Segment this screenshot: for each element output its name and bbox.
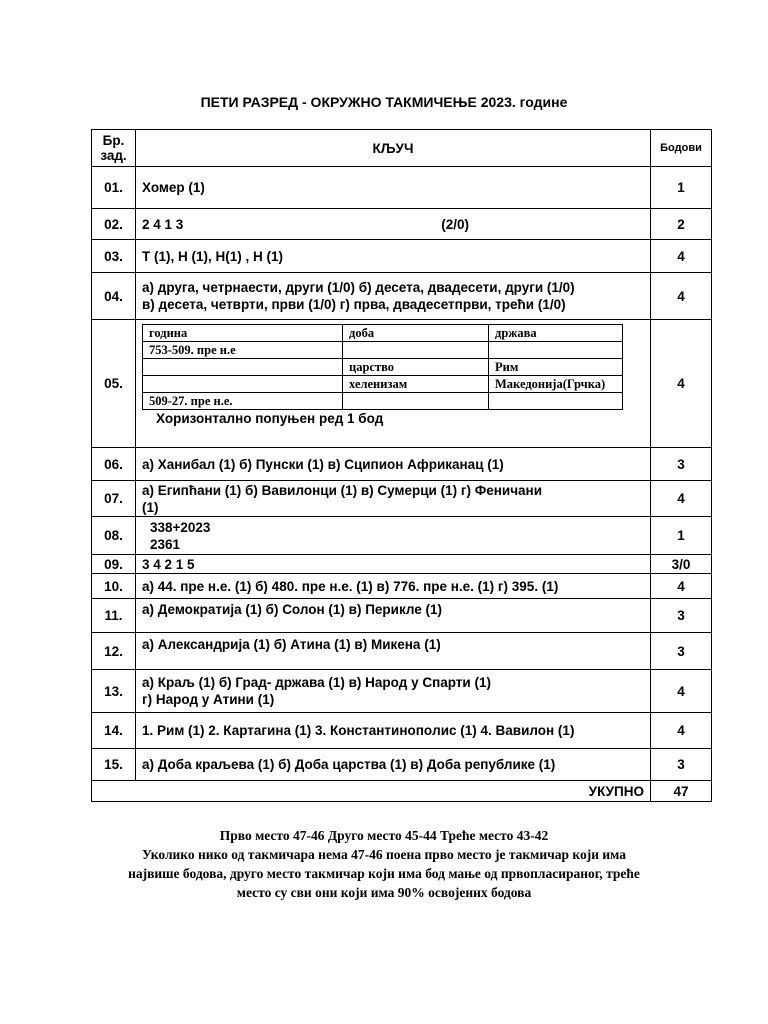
inner-cell: 753-509. пре н.е: [143, 342, 343, 359]
answer: [136, 273, 651, 320]
inner-cell: [143, 359, 343, 376]
table-row: [92, 320, 712, 448]
table-row: [92, 633, 712, 670]
points: 4: [651, 670, 712, 713]
header-task-number: Бр. зад.: [92, 130, 136, 167]
points: 4: [651, 574, 712, 599]
inner-row: [143, 393, 623, 410]
points: 3: [651, 599, 712, 633]
task-number: 12.: [92, 633, 136, 670]
footer-notes: [0, 826, 768, 902]
task-number: 14.: [92, 713, 136, 749]
history-periods-table: [142, 324, 623, 410]
table-row: [92, 670, 712, 713]
table-row: [92, 574, 712, 599]
answer-line: а) Египћани (1) б) Вавилонци (1) в) Сумерци (1) г) Феничани: [142, 482, 542, 498]
answer: 3 4 2 1 5: [136, 555, 651, 574]
answer: [136, 517, 651, 555]
answer-sequence: 2 4 1 3: [142, 216, 184, 232]
task-number: 05.: [92, 320, 136, 448]
answer: [136, 320, 651, 448]
task-number: 06.: [92, 448, 136, 481]
footer-line: Уколико нико од такмичара нема 47-46 поена прво место је такмичар који има: [141, 847, 627, 862]
answer: а) Александрија (1) б) Атина (1) в) Микена (1): [136, 633, 651, 670]
answer-key-table: [91, 129, 712, 802]
table-row: [92, 713, 712, 749]
task-number: 01.: [92, 167, 136, 209]
inner-cell: [489, 393, 623, 410]
table-row: [92, 273, 712, 320]
points: 2: [651, 209, 712, 240]
table-row: [92, 599, 712, 633]
answer: а) Доба краљева (1) б) Доба царства (1) в) Доба републике (1): [136, 749, 651, 781]
inner-cell: [143, 376, 343, 393]
task-number: 04.: [92, 273, 136, 320]
answer: 1. Рим (1) 2. Картагина (1) 3. Константинопoлис (1) 4. Вавилон (1): [136, 713, 651, 749]
points: 3: [651, 633, 712, 670]
total-value: 47: [651, 781, 712, 802]
table-row: [92, 448, 712, 481]
answer-line: 2361: [150, 536, 181, 552]
points: 1: [651, 167, 712, 209]
header-row: [92, 130, 712, 167]
inner-row: [143, 376, 623, 393]
inner-cell: Рим: [489, 359, 623, 376]
task-number: 11.: [92, 599, 136, 633]
answer: а) 44. пре н.е. (1) б) 480. пре н.е. (1) в) 776. пре н.е. (1) г) 395. (1): [136, 574, 651, 599]
answer: [136, 670, 651, 713]
answer-line: (1): [142, 499, 159, 515]
inner-cell: [343, 342, 489, 359]
answer-line: а) Краљ (1) б) Град- држава (1) в) Народ у Спарти (1): [142, 675, 491, 690]
points: 4: [651, 481, 712, 517]
footer-line: највише бодова, друго место такмичар који има бод мање од првопласираног, треће: [128, 866, 640, 881]
placement-thresholds: Прво место 47-46 Друго место 45-44 Треће место 43-42: [219, 828, 549, 843]
points: 4: [651, 320, 712, 448]
header-points: Бодови: [651, 130, 712, 167]
answer: Хомер (1): [136, 167, 651, 209]
answer: а) Демократија (1) б) Солон (1) в) Перикле (1): [136, 599, 651, 633]
answer-line: в) десета, четврти, први (1/0) г) прва, двадесетпрви, трећи (1/0): [142, 297, 566, 312]
task-number: 09.: [92, 555, 136, 574]
scoring-note: Хоризонтално попуњен ред 1 бод: [156, 411, 384, 426]
answer: [136, 209, 651, 240]
total-label: УКУПНО: [92, 781, 651, 802]
inner-cell: 509-27. пре н.е.: [143, 393, 343, 410]
task-number: 08.: [92, 517, 136, 555]
answer-line: г) Народ у Атини (1): [142, 692, 275, 707]
page-title: ПЕТИ РАЗРЕД - ОКРУЖНО ТАКМИЧЕЊЕ 2023. године: [200, 94, 568, 110]
answer: [136, 481, 651, 517]
points: 4: [651, 273, 712, 320]
points: 4: [651, 240, 712, 273]
answer-line: 338+2023: [150, 519, 211, 535]
inner-cell: хеленизам: [343, 376, 489, 393]
task-number: 07.: [92, 481, 136, 517]
task-number: 03.: [92, 240, 136, 273]
answer-scoring: (2/0): [441, 216, 470, 232]
inner-header-row: [143, 325, 623, 342]
inner-cell: царство: [343, 359, 489, 376]
points: 4: [651, 713, 712, 749]
total-row: [92, 781, 712, 802]
points: 1: [651, 517, 712, 555]
task-number: 13.: [92, 670, 136, 713]
table-row: [92, 517, 712, 555]
table-row: [92, 209, 712, 240]
inner-row: [143, 342, 623, 359]
task-number: 10.: [92, 574, 136, 599]
inner-header: држава: [489, 325, 623, 342]
inner-header: година: [143, 325, 343, 342]
inner-row: [143, 359, 623, 376]
task-number: 15.: [92, 749, 136, 781]
inner-header: доба: [343, 325, 489, 342]
header-key: КЉУЧ: [136, 130, 651, 167]
inner-cell: Македонија(Грчка): [489, 376, 623, 393]
points: 3/0: [651, 555, 712, 574]
answer: Т (1), Н (1), Н(1) , Н (1): [136, 240, 651, 273]
points: 3: [651, 749, 712, 781]
table-row: [92, 240, 712, 273]
table-row: [92, 749, 712, 781]
table-row: [92, 555, 712, 574]
answer-line: а) друга, четрнаести, други (1/0) б) десета, двадесети, други (1/0): [142, 280, 575, 295]
inner-cell: [489, 342, 623, 359]
table-row: [92, 167, 712, 209]
inner-cell: [343, 393, 489, 410]
table-row: [92, 481, 712, 517]
footer-line: место су сви они који има 90% освојених бодова: [236, 885, 532, 900]
task-number: 02.: [92, 209, 136, 240]
answer: а) Ханибал (1) б) Пунски (1) в) Сципион Африканац (1): [136, 448, 651, 481]
points: 3: [651, 448, 712, 481]
